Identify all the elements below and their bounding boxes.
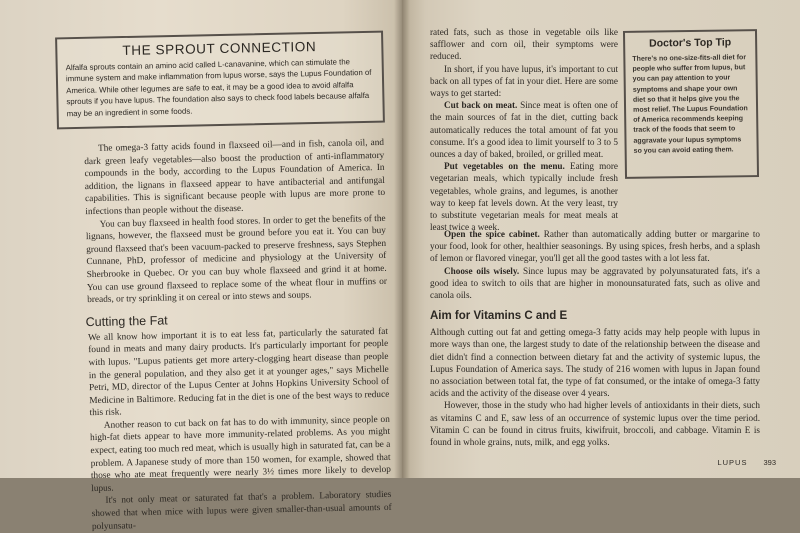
running-head: LUPUS — [717, 458, 748, 467]
paragraph-cut-back: In short, if you have lupus, it's important to cut back on all types of fat in your diet. Here are some ways to get started: — [430, 63, 618, 99]
tip-box-title: Doctor's Top Tip — [649, 36, 732, 50]
sidebar-body: Alfalfa sprouts contain an amino acid called L-canavanine, which can stimulate the immune system and make inflammation from lupus worse, says the Lupus Foundation of America. While other legumes are safe to eat, it may be a good idea to avoid alfalfa sprouts if you have lupus. The foundation also says to check food labels because alfalfa may be an ingredient in some foods. — [65, 57, 372, 118]
heading-vitamins: Aim for Vitamins C and E — [430, 310, 568, 323]
paragraph-omega3: The omega-3 fatty acids found in flaxseed oil—and in fish, canola oil, and dark green leafy vegetables—also boost the production of anti-inflammatory compounds in the body, according to the Lupus Foundation of America. In addition, the lignans in flaxseed appear to have antibacterial and antifungal capabilities. This is significant because people with lupus are more prone to infections than people without the disease. — [84, 137, 386, 218]
page-number: 393 — [763, 458, 776, 467]
paragraph-fat-importance: We all know how important it is to eat less fat, particularly the saturated fat found in meats and many dairy products. It's particularly important for people with lupus. "Lupus patients get more artery-clogging heart disease than people in the general population, and they also get it at younger ages," says Michelle Petri, MD, director of the Lupus Center at Johns Hopkins University School of Medicine in Baltimore. Reducing fat in the diet is one of the best ways to reduce this risk. — [87, 326, 390, 419]
right-column-text — [430, 26, 618, 233]
right-full-width-text — [430, 228, 760, 448]
tip-vegetables-heading: Put vegetables on the menu. — [444, 161, 565, 172]
tip-oils-body: Since lupus may be aggravated by polyunsaturated fats, it's a good idea to switch to oils that are higher in monounsaturated fats, such as olive and canola oils. — [430, 265, 760, 301]
heading-cutting-the-fat: Cutting the Fat — [85, 313, 168, 329]
sprout-connection-sidebar — [55, 31, 385, 130]
tip-spice-body: Rather than automatically adding butter or margarine to your food, look for other, healthier seasonings. By using spices, fresh herbs, and a splash of lemon or flavored vinegar, you'll get all the good tastes with a lot less fat. — [430, 229, 761, 264]
paragraph-immunity: Another reason to cut back on fat has to do with immunity, since people on high-fat diets appear to have more immunity-related problems. As you might expect, eating too much red meat, which is usually high in saturated fat, can be a problem. A Japanese study of more than 150 women, for example, showed that those who ate meat frequently were nearly 3½ times more likely to develop lupus. — [90, 414, 391, 494]
paragraph-flaxseed: You can buy flaxseed in health food stores. In order to get the benefits of the lignans, however, the flaxseed must be ground before you eat it. You can buy ground flaxseed that's been vacuum-packed to preserve freshness, says Stephen Cunnane, PhD, professor of medicine and physiology at the University of Sherbrooke in Quebec. Or you can buy whole flaxseed and grind it at home. You can use ground flaxseed to replace some of the wheat flour in muffins or breads, or try sprinkling it on cereal or into stews and soups. — [85, 213, 388, 306]
paragraph-study: Although cutting out fat and getting omega-3 fatty acids may help people with lupus in more ways than one, the largest study to date of the relationship between the disease and diet didn't find a connection between dietary fat and the activity of systemic lupus, the Lupus Foundation of America says. The study of 216 women with lupus in Japan found no association between total fat, the type of fat consumed, or the intake of omega-3 fatty acids and the activity of the disease over 4 years. — [430, 327, 760, 399]
paragraph-antioxidants: However, those in the study who had higher levels of antioxidants in their diets, such as vitamins C and E, saw less of an occurrence of systemic lupus over the time period. Vitamin C can be found in citrus fruits, kiwifruit, broccoli, and cabbage. Vitamin E is found in whole grains, nuts, milk, and egg yolks. — [430, 400, 760, 448]
tip-vegetables — [430, 160, 618, 233]
tip-vegetables-body: Eating more vegetarian meals, which typically include fresh vegetables, whole grains, and legumes, is another way to keep fat levels down. At the very least, try to substitute vegetarian meals for meat meals at least twice a week. — [430, 161, 618, 233]
doctors-top-tip-box — [623, 29, 759, 179]
page-footer — [717, 458, 776, 467]
tip-meat-heading: Cut back on meat. — [444, 100, 518, 111]
tip-meat-body: Since meat is often one of the main sources of fat in the diet, cutting back automatically reduces the total amount of fat you consume. It's a good idea to limit yourself to 3 to 5 ounces a day of baked, broiled, or grilled meat. — [430, 100, 618, 160]
tip-box-body: There's no one-size-fits-all diet for people who suffer from lupus, but you can pay attention to your symptoms and shape your own diet so that it helps give you the most relief. The Lupus Foundation of America recommends keeping track of the foods that seem to aggravate your lupus symptoms so you can avoid eating them. — [632, 54, 748, 155]
paragraph-safflower: rated fats, such as those in vegetable oils like safflower and corn oil, their symptoms were reduced. — [430, 27, 618, 62]
sidebar-title: THE SPROUT CONNECTION — [122, 38, 317, 59]
tip-meat — [430, 99, 618, 160]
paragraph-polyunsaturated: It's not only meat or saturated fat that's a problem. Laboratory studies showed that when mice with lupus were given smaller-than-usual amounts of polyunsatu- — [91, 490, 392, 532]
right-page — [402, 0, 800, 478]
tip-spice — [430, 228, 760, 265]
left-body-text — [84, 137, 392, 533]
tip-oils — [430, 265, 760, 302]
tip-spice-heading: Open the spice cabinet. — [444, 229, 540, 239]
tip-oils-heading: Choose oils wisely. — [444, 265, 520, 276]
